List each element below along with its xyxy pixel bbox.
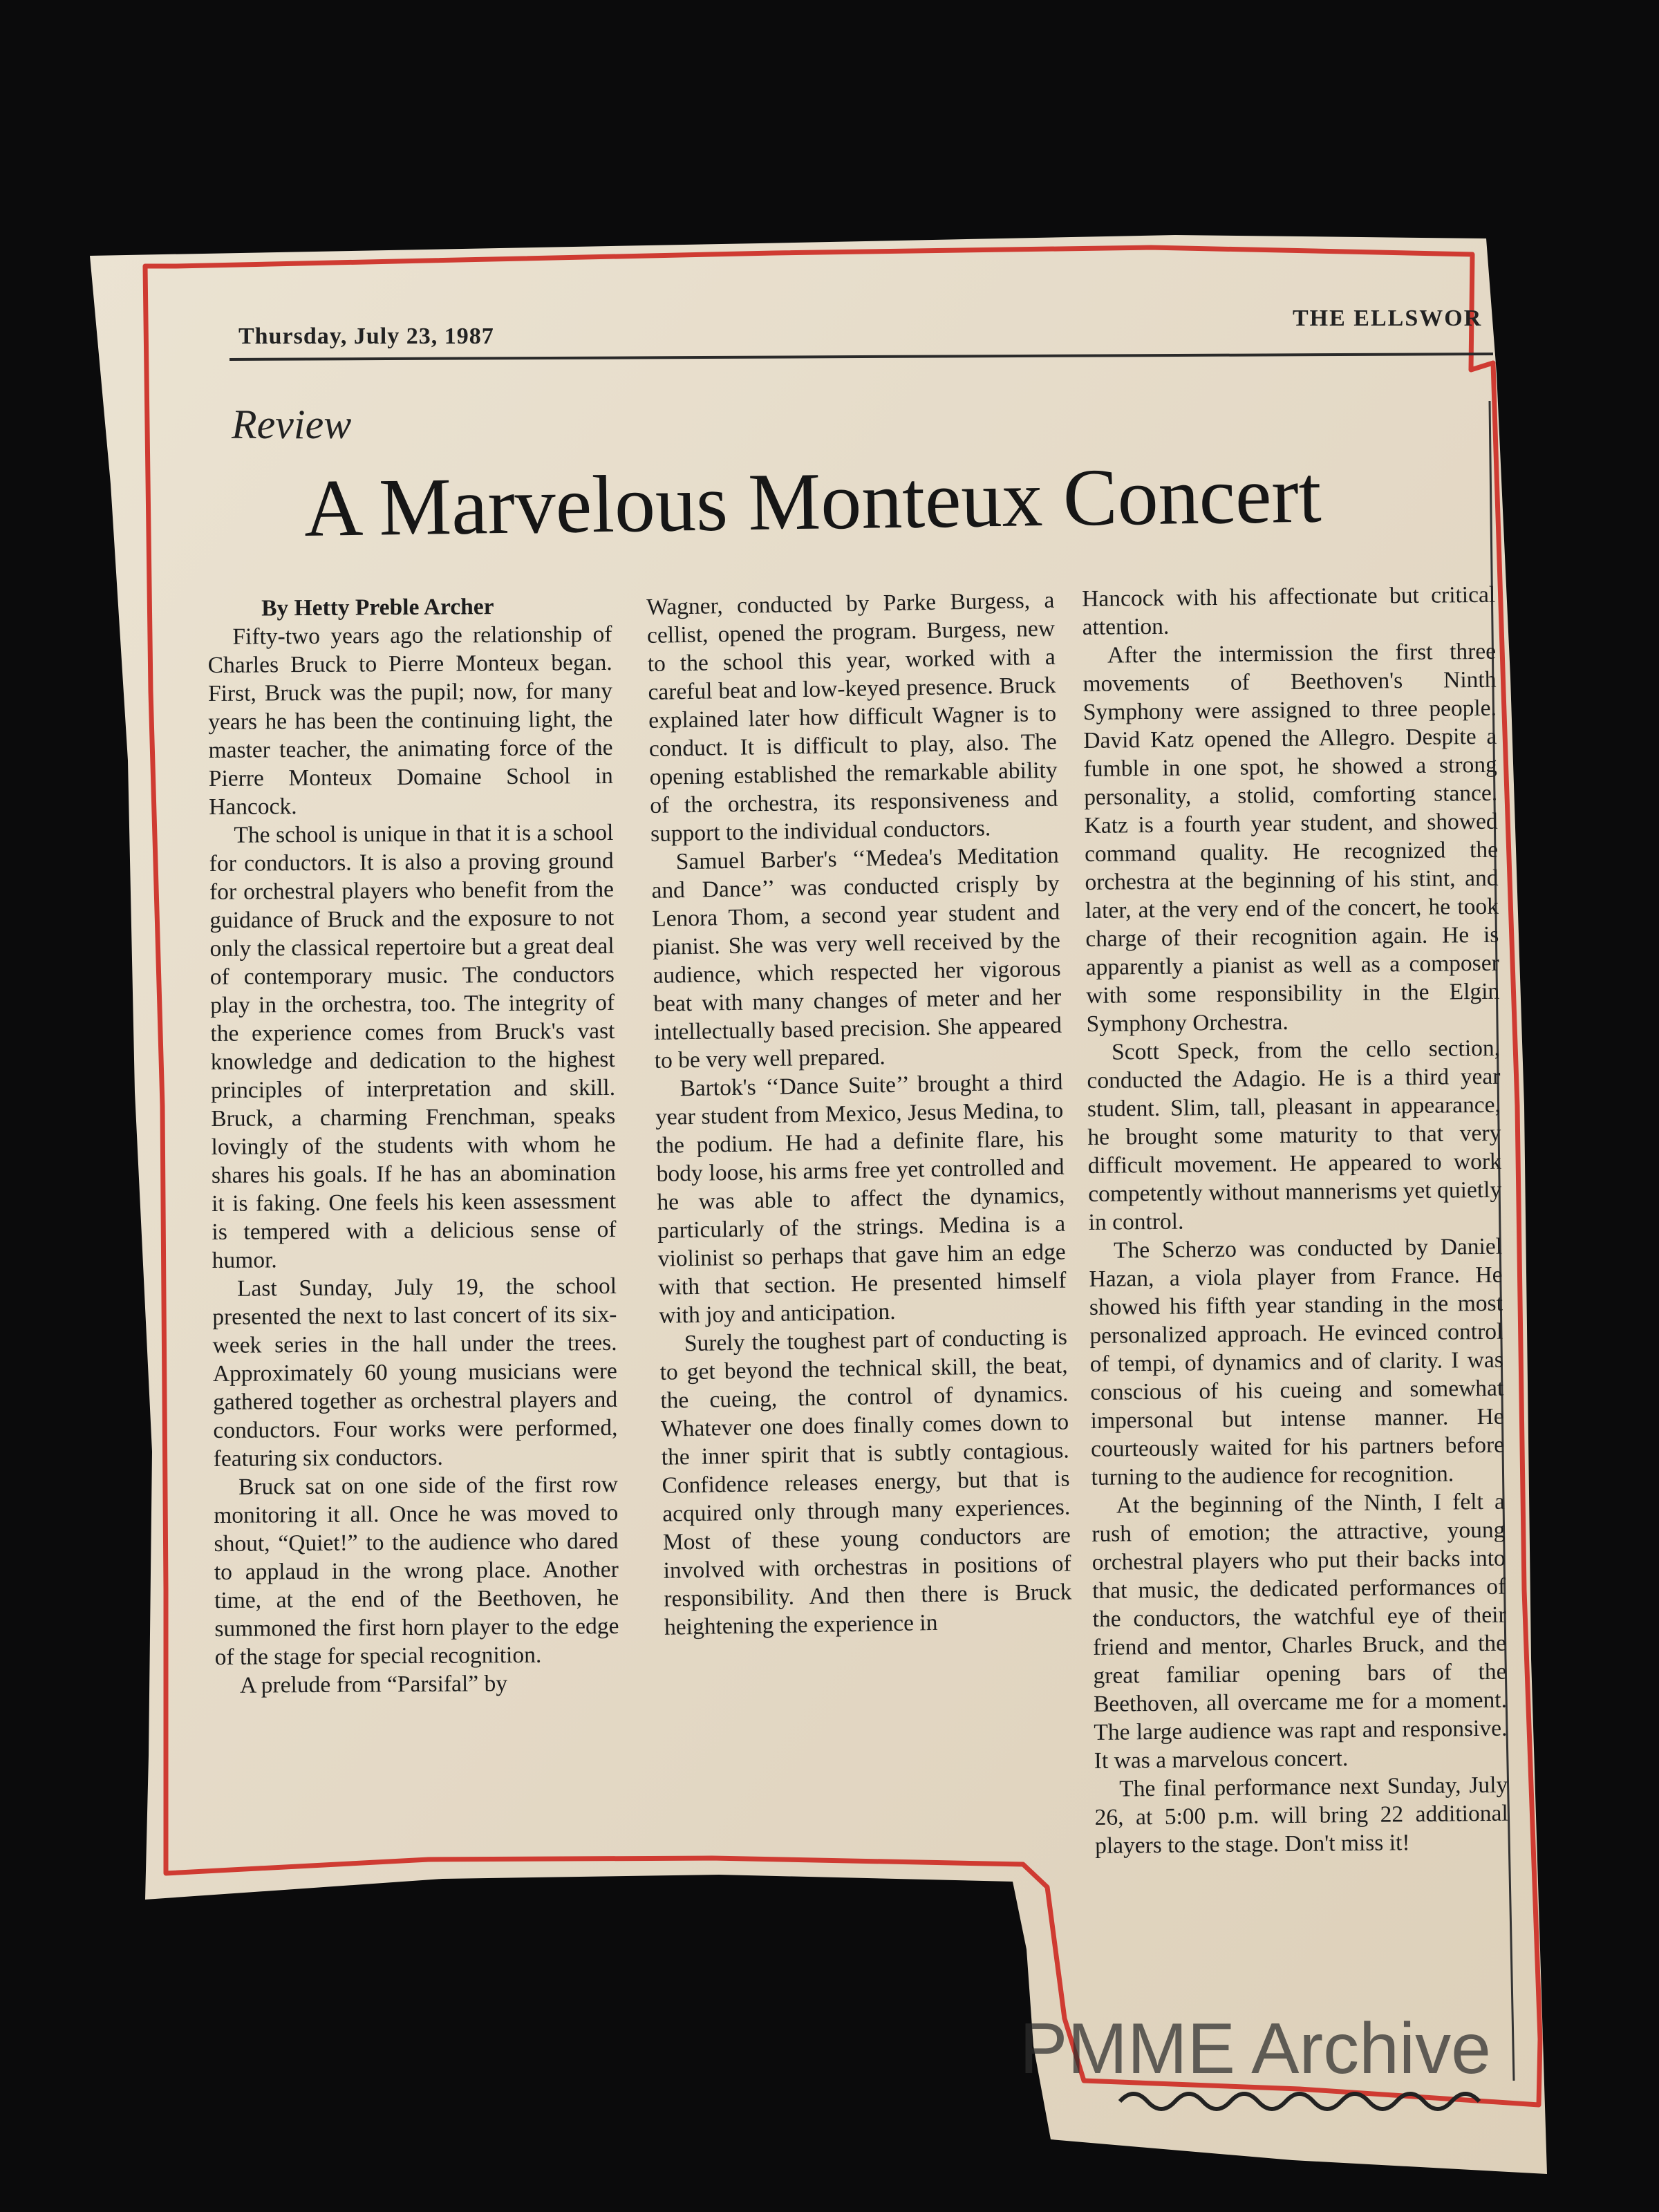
paragraph: Samuel Barber's ‘‘Medea's Meditation and Dance’’ was conducted crisply by Lenora Thom, a second year student and pianist. She was very well received by the audience, which respected her vigorous beat with many changes of meter and her intellectually based precision. She appeared to be very well prepared. xyxy=(651,842,1062,1074)
archive-watermark: PMME Archive xyxy=(1020,2009,1491,2089)
article-byline: By Hetty Preble Archer xyxy=(261,594,494,621)
article-column-1 xyxy=(207,592,619,1700)
paragraph: Bruck sat on one side of the first row monitoring it all. Once he was moved to shout, “Quiet!” to the audience who dared to applaud in the wrong place. Another time, at the end of the Beethoven, he summoned the first horn player to the edge of the stage for special recognition. xyxy=(214,1471,619,1670)
paragraph: Bartok's ‘‘Dance Suite’’ brought a third year student from Mexico, Jesus Medina, to the podium. He had a definite flare, his body loose, his arms free yet controlled and he was able to affect the dynamics, particularly of the strings. Medina is a violinist so perhaps that gave him an edge with that section. He presented himself with joy and anticipation. xyxy=(655,1069,1067,1329)
paragraph: Surely the toughest part of conducting is to get beyond the technical skill, the beat, the cueing, the control of dynamics. Whatever one does finally comes down to the inner spirit that is subtly contagious. Confidence releases energy, but that is acquired only through many experiences. Most of these young conductors are involved with orchestras in positions of responsibility. And then there is Bruck heightening the experience in xyxy=(659,1324,1072,1640)
paragraph: At the beginning of the Ninth, I felt a rush of emotion; the attractive, young orchestral players who put their backs into that music, the dedicated performances of the conductors, the watchful eye of their friend and mentor, Charles Bruck, and the great familiar opening bars of the Beethoven, all overcame me for a moment. The large audience was rapt and responsive. It was a marvelous concert. xyxy=(1091,1488,1508,1774)
paragraph: After the intermission the first three movements of Beethoven's Ninth Symphony were assigned to three people. David Katz opened the Allegro. Despite a fumble in one spot, he showed a strong personality, a stolid, comforting stance. Katz is a fourth year student, and showed command quality. He recognized the orchestra at the beginning of his stint, and later, at the very end of the concert, he took charge of their recognition again. He is apparently a pianist as well as a composer with some responsibility in the Elgin Symphony Orchestra. xyxy=(1082,638,1500,1037)
section-kicker: Review xyxy=(232,402,352,447)
article-column-3 xyxy=(1082,581,1508,1860)
paragraph: The final performance next Sunday, July 26, at 5:00 p.m. will bring 22 additional players to the stage. Don't miss it! xyxy=(1094,1772,1508,1859)
paragraph: Wagner, conducted by Parke Burgess, a cellist, opened the program. Burgess, new to the school this year, worked with a careful beat and low-keyed presence. Bruck explained later how difficult Wagner is to conduct. It is difficult to play, also. The opening established the remarkable ability of the orchestra, its responsiveness and support to the individual conductors. xyxy=(646,587,1058,847)
paragraph: Hancock with his affectionate but critical attention. xyxy=(1082,581,1496,640)
paragraph: Scott Speck, from the cello section, conducted the Adagio. He is a third year student. Slim, tall, pleasant in appearance, he brought some maturity to that very difficult movement. He appeared to work competently without mannerisms yet quietly in control. xyxy=(1087,1035,1502,1235)
paragraph: A prelude from “Parsifal” by xyxy=(239,1671,508,1698)
issue-date: Thursday, July 23, 1987 xyxy=(238,324,494,349)
paragraph: The school is unique in that it is a school for conductors. It is also a proving ground for orchestral players who benefit from the guidance of Bruck and the exposure to not only the classical repertoire but a great deal of contemporary music. The conductors play in the orchestra, too. The integrity of the experience comes from Bruck's vast knowledge and dedication to the highest principles of interpretation and skill. Bruck, a charming Frenchman, speaks lovingly of the students with whom he shares his goals. If he has an abomination it is faking. One feels his keen assessment is tempered with a delicious sense of humor. xyxy=(209,819,617,1273)
paragraph: Last Sunday, July 19, the school presented the next to last concert of its six-week series in the hall under the trees. Approximately 60 young musicians were gathered together as orchestral players and conductors. Four works were performed, featuring six conductors. xyxy=(212,1273,618,1472)
newspaper-name: THE ELLSWOR xyxy=(1293,306,1483,331)
article-headline: A Marvelous Monteux Concert xyxy=(303,449,1322,554)
paragraph: The Scherzo was conducted by Daniel Hazan, a viola player from France. He showed his fifth year standing in the most personalized approach. He evinced control of tempi, of dynamics and of clarity. I was conscious of his cueing and somewhat impersonal but intense manner. He courteously waited for his partners before turning to the audience for recognition. xyxy=(1089,1233,1505,1490)
paragraph: Fifty-two years ago the relationship of Charles Bruck to Pierre Monteux began. First, Bruck was the pupil; now, for many years he has been the continuing light, the master teacher, the animating force of the Pierre Monteux Domaine School in Hancock. xyxy=(207,621,613,820)
article-column-2 xyxy=(646,586,1072,1642)
